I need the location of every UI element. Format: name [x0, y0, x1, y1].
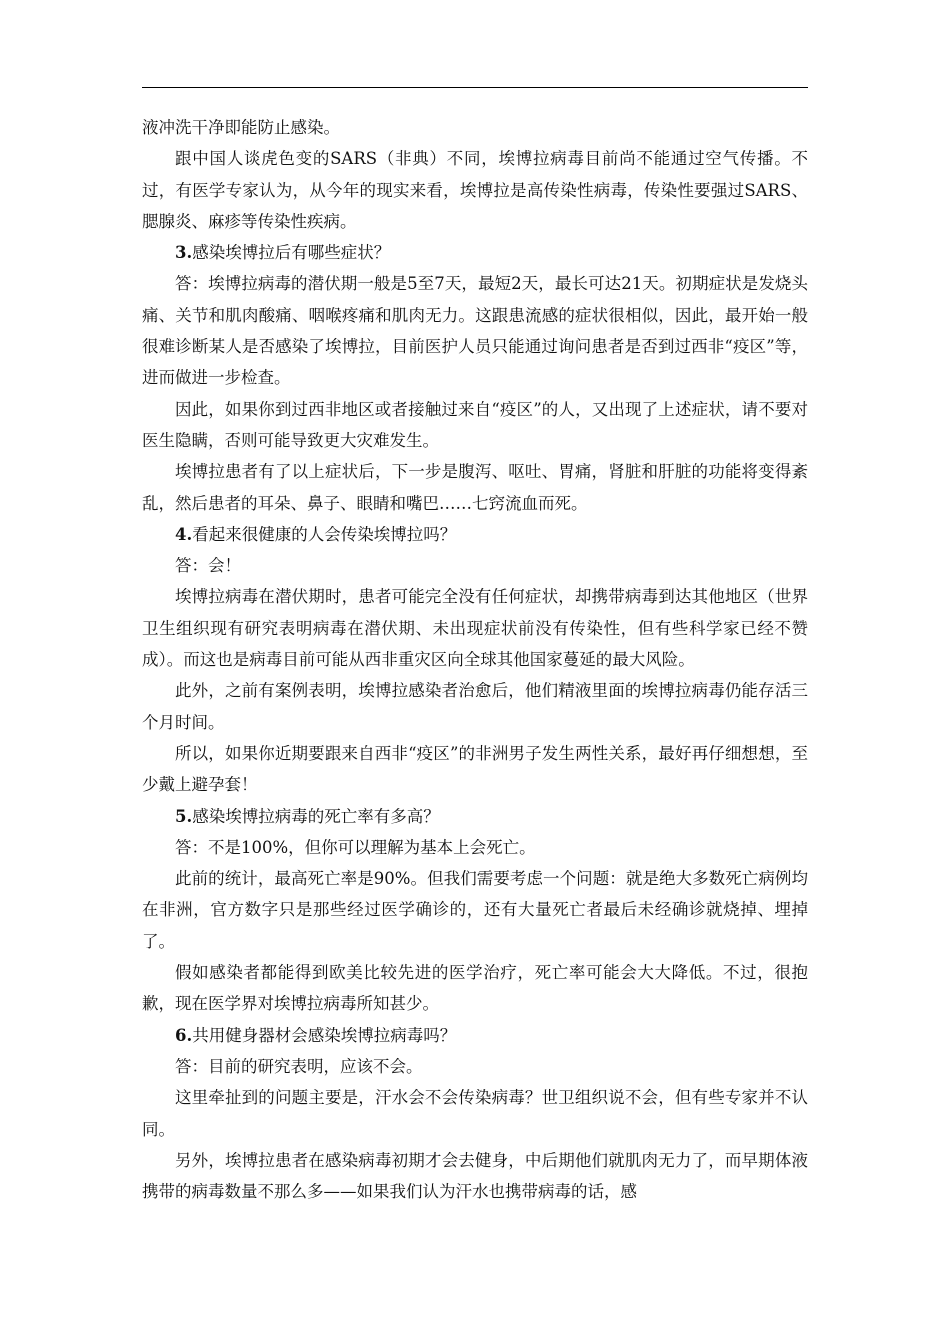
paragraph: 埃博拉病毒在潜伏期时，患者可能完全没有任何症状，却携带病毒到达其他地区（世界卫生组织现有研究表明病毒在潜伏期、未出现症状前没有传染性，但有些科学家已经不赞成）。而这也是病毒目前可能从西非重灾区向全球其他国家蔓延的最大风险。	[142, 587, 808, 670]
paragraph: 液冲洗干净即能防止感染。	[142, 118, 340, 137]
paragraph: 答：会！	[175, 556, 241, 576]
paragraph: 此前的统计，最高死亡率是90%。但我们需要考虑一个问题：就是绝大多数死亡病例均在非洲，官方数字只是那些经过医学确诊的，还有大量死亡者最后未经确诊就烧掉、埋掉了。	[142, 869, 808, 951]
paragraph: 跟中国人谈虎色变的SARS（非典）不同，埃博拉病毒目前尚不能通过空气传播。不过，有医学专家认为，从今年的现实来看，埃博拉是高传染性病毒，传染性要强过SARS、腮腺炎、麻疹等传染性疾病。	[142, 149, 808, 231]
paragraph: 假如感染者都能得到欧美比较先进的医学治疗，死亡率可能会大大降低。不过，很抱歉，现在医学界对埃博拉病毒所知甚少。	[142, 963, 808, 1014]
question-number: 4.	[175, 524, 193, 544]
question-number: 6.	[175, 1025, 193, 1045]
question-text: 感染埃博拉后有哪些症状？	[192, 243, 391, 263]
paragraph: 所以，如果你近期要跟来自西非“疫区”的非洲男子发生两性关系，最好再仔细想想，至少戴上避孕套！	[142, 743, 808, 795]
question-number: 3.	[175, 243, 193, 263]
document-body	[142, 112, 808, 1207]
paragraph: 答：不是100%，但你可以理解为基本上会死亡。	[175, 837, 536, 857]
question-text: 感染埃博拉病毒的死亡率有多高？	[192, 806, 440, 826]
question-text: 共用健身器材会感染埃博拉病毒吗？	[192, 1025, 457, 1045]
question-text: 看起来很健康的人会传染埃博拉吗？	[192, 524, 457, 544]
paragraph: 此外，之前有案例表明，埃博拉感染者治愈后，他们精液里面的埃博拉病毒仍能存活三个月时间。	[142, 681, 808, 732]
question-heading	[142, 237, 808, 268]
question-heading	[142, 519, 808, 550]
question-heading	[142, 801, 808, 832]
paragraph: 答：目前的研究表明，应该不会。	[175, 1056, 423, 1076]
question-number: 5.	[175, 806, 193, 826]
paragraph: 这里牵扯到的问题主要是，汗水会不会传染病毒？世卫组织说不会，但有些专家并不认同。	[142, 1088, 808, 1139]
header-rule	[142, 87, 808, 88]
paragraph: 另外，埃博拉患者在感染病毒初期才会去健身，中后期他们就肌肉无力了，而早期体液携带的病毒数量不那么多——如果我们认为汗水也携带病毒的话，感	[142, 1150, 808, 1202]
question-heading	[142, 1020, 808, 1051]
paragraph: 因此，如果你到过西非地区或者接触过来自“疫区”的人，又出现了上述症状，请不要对医生隐瞒，否则可能导致更大灾难发生。	[142, 399, 808, 450]
paragraph: 答：埃博拉病毒的潜伏期一般是5至7天，最短2天，最长可达21天。初期症状是发烧头痛、关节和肌肉酸痛、咽喉疼痛和肌肉无力。这跟患流感的症状很相似，因此，最开始一般很难诊断某人是否感染了埃博拉，目前医护人员只能通过询问患者是否到过西非“疫区”等，进而做进一步检查。	[142, 274, 808, 388]
paragraph: 埃博拉患者有了以上症状后，下一步是腹泻、呕吐、胃痛，肾脏和肝脏的功能将变得紊乱，然后患者的耳朵、鼻子、眼睛和嘴巴……七窍流血而死。	[142, 462, 808, 513]
